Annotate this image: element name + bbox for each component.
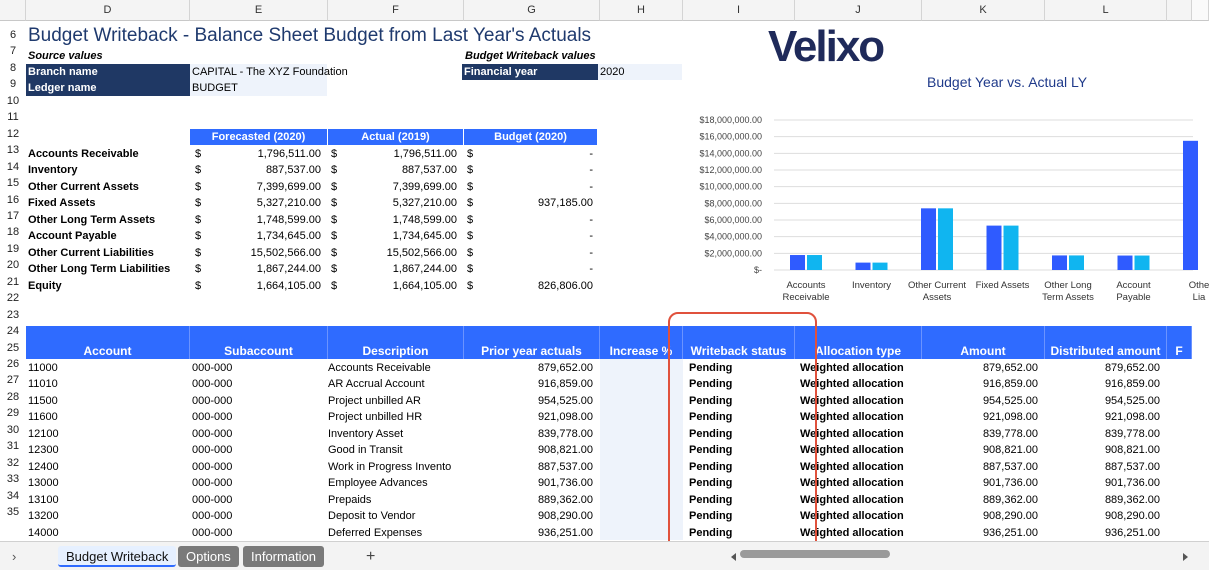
x-category-label: Othe [1188,280,1209,291]
row-header[interactable]: 16 [0,192,26,208]
financial-year-value[interactable]: 2020 [598,64,682,80]
subaccount-cell[interactable]: 000-000 [192,362,233,374]
budget-value[interactable]: - [589,246,593,259]
budget-value[interactable]: - [589,230,593,243]
amount-cell[interactable]: 954,525.00 [982,394,1038,407]
x-category-label: Other Current [907,280,967,291]
distributed-amount-cell[interactable]: 879,652.00 [1104,362,1160,374]
amount-cell[interactable]: 908,290.00 [982,510,1038,523]
distributed-amount-cell[interactable]: 921,098.00 [1104,411,1160,424]
x-category-label: Term Assets [1042,292,1094,303]
prior-year-cell[interactable]: 916,859.00 [537,378,593,391]
ledger-name-label[interactable]: Ledger name [26,80,190,96]
currency-symbol[interactable]: $ [467,279,474,292]
table-row[interactable] [26,409,1192,425]
allocation-type-cell[interactable]: Weighted allocation [800,411,904,424]
allocation-type-cell[interactable]: Weighted allocation [800,460,904,473]
column-header[interactable]: G [464,0,600,21]
summary-row-label[interactable]: Other Current Liabilities [28,246,154,259]
row-header[interactable]: 17 [0,208,26,224]
row-header[interactable]: 25 [0,340,26,356]
actual-value[interactable]: 5,327,210.00 [392,197,457,210]
writeback-status-cell[interactable]: Pending [689,378,733,391]
account-cell[interactable]: 12300 [28,444,59,457]
column-header[interactable]: I [683,0,795,21]
table-column-header[interactable]: Description [328,326,464,359]
chart-bar[interactable] [856,263,871,270]
prior-year-cell[interactable]: 887,537.00 [537,460,593,473]
writeback-status-cell[interactable]: Pending [689,526,733,539]
amount-cell[interactable]: 936,251.00 [982,526,1038,539]
description-cell[interactable]: Work in Progress Invento [328,460,452,473]
distributed-amount-cell[interactable]: 839,778.00 [1104,427,1160,440]
table-column-header[interactable]: Account [26,326,190,359]
description-cell[interactable]: Deferred Expenses [328,526,423,539]
row-header[interactable]: 14 [0,159,26,175]
writeback-status-cell[interactable]: Pending [689,362,733,374]
y-tick-label: $- [753,265,762,275]
currency-symbol[interactable]: $ [331,279,338,292]
row-header[interactable]: 18 [0,224,26,240]
y-tick-label: $8,000,000.00 [704,198,762,209]
budget-value[interactable]: - [589,263,593,276]
y-tick-label: $14,000,000.00 [699,148,762,159]
column-header[interactable]: L [1045,0,1167,21]
account-cell[interactable]: 13000 [28,477,59,490]
row-header[interactable]: 27 [0,372,26,388]
amount-cell[interactable]: 901,736.00 [982,477,1038,490]
prior-year-cell[interactable]: 901,736.00 [537,477,593,490]
account-cell[interactable]: 11500 [28,394,58,407]
description-cell[interactable]: Prepaids [328,493,372,506]
budget-value[interactable]: - [589,213,593,226]
description-cell[interactable]: Deposit to Vendor [328,510,416,523]
row-header[interactable]: 29 [0,405,26,421]
table-row[interactable] [26,393,1192,409]
currency-symbol[interactable]: $ [467,246,474,259]
writeback-status-cell[interactable]: Pending [689,444,733,457]
chart-bar[interactable] [987,226,1002,270]
account-cell[interactable]: 13200 [28,510,59,523]
summary-row-label[interactable]: Inventory [28,164,78,177]
scroll-left-icon[interactable] [731,553,736,561]
prior-year-cell[interactable]: 921,098.00 [537,411,593,424]
actual-value[interactable]: 1,748,599.00 [392,213,457,226]
distributed-amount-cell[interactable]: 908,290.00 [1104,510,1160,523]
select-all-corner[interactable] [0,0,26,21]
y-tick-label: $6,000,000.00 [704,215,762,225]
chart-bar[interactable] [1135,256,1150,270]
prior-year-cell[interactable]: 889,362.00 [537,493,593,506]
writeback-values-label[interactable]: Budget Writeback values [465,50,596,62]
writeback-status-cell[interactable]: Pending [689,394,733,407]
distributed-amount-cell[interactable]: 887,537.00 [1104,460,1160,473]
column-header[interactable]: F [328,0,464,21]
allocation-type-cell[interactable]: Weighted allocation [800,526,904,539]
distributed-amount-cell[interactable]: 908,821.00 [1104,444,1160,457]
subaccount-cell[interactable]: 000-000 [192,526,233,539]
actual-value[interactable]: 7,399,699.00 [392,180,457,193]
forecast-value[interactable]: 1,796,511.00 [257,148,321,160]
add-sheet-button[interactable]: + [366,548,376,565]
chart-bar[interactable] [807,255,822,270]
summary-column-header[interactable]: Forecasted (2020) [190,129,328,145]
forecast-value[interactable]: 887,537.00 [265,164,321,177]
chart-bar[interactable] [1052,255,1067,270]
amount-cell[interactable]: 908,821.00 [982,444,1038,457]
allocation-type-cell[interactable]: Weighted allocation [800,493,904,506]
ledger-name-value[interactable]: BUDGET [190,80,327,96]
writeback-status-cell[interactable]: Pending [689,411,733,424]
column-header[interactable]: H [600,0,683,21]
row-header[interactable]: 28 [0,389,26,405]
currency-symbol[interactable]: $ [195,246,202,259]
currency-symbol[interactable]: $ [331,197,338,210]
table-row[interactable] [26,459,1192,475]
sheet-title[interactable]: Budget Writeback - Balance Sheet Budget from Last Year's Actuals [28,25,592,46]
subaccount-cell[interactable]: 000-000 [192,510,233,523]
x-category-label: Payable [1116,292,1151,303]
allocation-type-cell[interactable]: Weighted allocation [800,510,904,523]
row-header[interactable]: 12 [0,126,26,142]
budget-value[interactable]: - [589,148,593,160]
subaccount-cell[interactable]: 000-000 [192,493,233,506]
writeback-status-cell[interactable]: Pending [689,493,733,506]
description-cell[interactable]: Project unbilled HR [328,411,423,424]
tab-scroll-prev-icon[interactable]: › [12,549,17,564]
table-row[interactable] [26,492,1192,508]
account-cell[interactable]: 11010 [28,378,58,391]
tab-budget-writeback[interactable]: Budget Writeback [58,546,176,567]
scroll-right-icon[interactable] [1183,553,1188,561]
branch-name-value[interactable]: CAPITAL - The XYZ Foundation [192,66,348,78]
chart-bar[interactable] [873,263,888,270]
x-category-label: Fixed Assets [975,280,1030,291]
currency-symbol[interactable]: $ [195,279,202,292]
prior-year-cell[interactable]: 954,525.00 [537,394,593,407]
table-column-header[interactable]: F [1167,326,1192,359]
y-tick-label: $16,000,000.00 [699,131,762,142]
summary-row-label[interactable]: Fixed Assets [28,197,96,210]
forecast-value[interactable]: 7,399,699.00 [256,180,321,193]
column-header[interactable]: J [795,0,922,21]
x-category-label: Other Long [1044,280,1092,291]
forecast-value[interactable]: 5,327,210.00 [256,197,321,210]
row-header[interactable]: 13 [0,142,26,158]
chart-bar[interactable] [790,255,805,270]
writeback-status-cell[interactable]: Pending [689,460,733,473]
forecast-value[interactable]: 1,734,645.00 [256,230,321,243]
distributed-amount-cell[interactable]: 936,251.00 [1104,526,1160,539]
table-row[interactable] [26,508,1192,524]
row-header[interactable]: 9 [0,76,26,92]
writeback-status-highlight [668,312,817,558]
subaccount-cell[interactable]: 000-000 [192,460,233,473]
row-header[interactable]: 11 [0,109,26,125]
currency-symbol[interactable]: $ [331,180,338,193]
allocation-type-cell[interactable]: Weighted allocation [800,427,904,440]
currency-symbol[interactable]: $ [195,213,202,226]
prior-year-cell[interactable]: 908,290.00 [537,510,593,523]
row-header[interactable]: 26 [0,356,26,372]
currency-symbol[interactable]: $ [467,164,474,177]
x-category-label: Inventory [851,280,892,291]
account-cell[interactable]: 12400 [28,460,59,473]
account-cell[interactable]: 12100 [28,427,59,440]
chart-bar[interactable] [1069,255,1084,270]
currency-symbol[interactable]: $ [467,197,474,210]
actual-value[interactable]: 887,537.00 [401,164,457,177]
sheet-tab-bar [0,541,1209,570]
writeback-status-cell[interactable]: Pending [689,427,733,440]
row-header[interactable]: 23 [0,307,26,323]
budget-value[interactable]: 826,806.00 [537,279,593,292]
table-column-header[interactable]: Amount [922,326,1045,359]
currency-symbol[interactable]: $ [467,230,474,243]
column-header[interactable]: K [922,0,1045,21]
subaccount-cell[interactable]: 000-000 [192,477,233,490]
description-cell[interactable]: AR Accrual Account [328,378,425,391]
account-cell[interactable]: 13100 [28,493,59,506]
subaccount-cell[interactable]: 000-000 [192,444,233,457]
row-header[interactable]: 6 [0,27,26,43]
allocation-type-cell[interactable]: Weighted allocation [800,394,904,407]
description-cell[interactable]: Good in Transit [328,444,403,457]
velixo-logo: Velixo [768,22,884,71]
table-column-header[interactable]: Subaccount [190,326,328,359]
writeback-status-cell[interactable]: Pending [689,477,733,490]
forecast-value[interactable]: 1,664,105.00 [256,279,321,292]
currency-symbol[interactable]: $ [331,164,338,177]
budget-value[interactable]: 937,185.00 [537,197,593,210]
forecast-value[interactable]: 15,502,566.00 [250,246,321,259]
account-cell[interactable]: 14000 [28,526,59,539]
x-category-label: Lia [1192,292,1206,303]
currency-symbol[interactable]: $ [467,180,474,193]
amount-cell[interactable]: 879,652.00 [982,362,1038,374]
currency-symbol[interactable]: $ [195,164,202,177]
currency-symbol[interactable]: $ [331,263,338,276]
actual-value[interactable]: 15,502,566.00 [386,246,457,259]
row-header[interactable]: 22 [0,290,26,306]
vertical-scrollbar[interactable] [1192,0,1209,21]
prior-year-cell[interactable]: 908,821.00 [537,444,593,457]
table-row[interactable] [26,475,1192,491]
currency-symbol[interactable]: $ [467,213,474,226]
row-header[interactable]: 30 [0,422,26,438]
summary-row-label[interactable]: Equity [28,279,62,292]
column-header[interactable]: D [26,0,190,21]
subaccount-cell[interactable]: 000-000 [192,394,233,407]
currency-symbol[interactable]: $ [331,213,338,226]
x-category-label: Assets [922,292,952,303]
description-cell[interactable]: Accounts Receivable [328,362,431,374]
row-header[interactable]: 20 [0,257,26,273]
row-header[interactable]: 7 [0,43,26,59]
row-header[interactable]: 19 [0,241,26,257]
distributed-amount-cell[interactable]: 916,859.00 [1104,378,1160,391]
summary-row-label[interactable]: Other Current Assets [28,180,139,193]
currency-symbol[interactable]: $ [195,263,202,276]
budget-value[interactable]: - [589,180,593,193]
prior-year-cell[interactable]: 839,778.00 [537,427,593,440]
description-cell[interactable]: Employee Advances [328,477,428,490]
allocation-type-cell[interactable]: Weighted allocation [800,477,904,490]
chart-bar[interactable] [938,208,953,270]
currency-symbol[interactable]: $ [331,230,338,243]
distributed-amount-cell[interactable]: 901,736.00 [1104,477,1160,490]
summary-row-label[interactable]: Other Long Term Assets [28,213,156,226]
x-category-label: Account [1116,280,1151,291]
actual-value[interactable]: 1,796,511.00 [393,148,457,160]
table-column-header[interactable]: Writeback status [683,326,795,359]
actual-value[interactable]: 1,664,105.00 [392,279,457,292]
description-cell[interactable]: Project unbilled AR [328,394,421,407]
distributed-amount-cell[interactable]: 889,362.00 [1104,493,1160,506]
financial-year-label[interactable]: Financial year [462,64,598,80]
table-row[interactable] [26,376,1192,392]
x-category-label: Accounts [786,280,826,291]
chart-title: Budget Year vs. Actual LY [927,74,1088,90]
table-column-header[interactable]: Distributed amount [1045,326,1167,359]
currency-symbol[interactable]: $ [467,263,474,276]
amount-cell[interactable]: 889,362.00 [982,493,1038,506]
allocation-type-cell[interactable]: Weighted allocation [800,362,904,374]
chart-bar[interactable] [921,208,936,270]
allocation-type-cell[interactable]: Weighted allocation [800,378,904,391]
column-header[interactable] [1167,0,1192,21]
source-values-label[interactable]: Source values [28,50,103,62]
allocation-type-cell[interactable]: Weighted allocation [800,444,904,457]
table-column-header[interactable]: Prior year actuals [464,326,600,359]
summary-row-label[interactable]: Account Payable [28,230,117,243]
description-cell[interactable]: Inventory Asset [328,427,404,440]
x-category-label: Receivable [782,292,830,303]
y-tick-label: $2,000,000.00 [704,248,762,259]
writeback-status-cell[interactable]: Pending [689,510,733,523]
summary-row-label[interactable]: Other Long Term Liabilities [28,263,171,276]
forecast-value[interactable]: 1,748,599.00 [256,213,321,226]
subaccount-cell[interactable]: 000-000 [192,427,233,440]
y-tick-label: $18,000,000.00 [699,115,762,125]
amount-cell[interactable]: 839,778.00 [982,427,1038,440]
summary-column-header[interactable]: Budget (2020) [464,129,598,145]
y-tick-label: $4,000,000.00 [704,231,762,242]
row-header[interactable]: 15 [0,175,26,191]
tab-information[interactable]: Information [243,546,324,567]
table-column-header[interactable]: Increase % [600,326,683,359]
prior-year-cell[interactable]: 879,652.00 [537,362,593,374]
subaccount-cell[interactable]: 000-000 [192,378,233,391]
chart-bar[interactable] [1183,141,1198,270]
row-header[interactable]: 34 [0,488,26,504]
y-tick-label: $10,000,000.00 [699,181,762,192]
table-column-header[interactable]: Allocation type [795,326,922,359]
bar-chart[interactable] [688,108,1209,308]
row-header[interactable]: 24 [0,323,26,339]
summary-column-header[interactable]: Actual (2019) [328,129,464,145]
row-header[interactable]: 10 [0,93,26,109]
forecast-value[interactable]: 1,867,244.00 [256,263,321,276]
row-header[interactable]: 31 [0,438,26,454]
budget-value[interactable]: - [589,164,593,177]
table-row[interactable] [26,360,1192,376]
currency-symbol[interactable]: $ [195,230,202,243]
actual-value[interactable]: 1,867,244.00 [392,263,457,276]
distributed-amount-cell[interactable]: 954,525.00 [1104,394,1160,407]
subaccount-cell[interactable]: 000-000 [192,411,233,424]
row-header[interactable]: 32 [0,455,26,471]
account-cell[interactable]: 11600 [28,411,58,424]
column-header[interactable]: E [190,0,328,21]
y-tick-label: $12,000,000.00 [699,165,762,175]
branch-name-label[interactable]: Branch name [26,64,190,80]
row-header[interactable]: 21 [0,274,26,290]
actual-value[interactable]: 1,734,645.00 [392,230,457,243]
currency-symbol[interactable]: $ [195,197,202,210]
amount-cell[interactable]: 887,537.00 [982,460,1038,473]
chart-bar[interactable] [1004,226,1019,270]
table-row[interactable] [26,525,1192,541]
currency-symbol[interactable]: $ [195,148,202,160]
row-header[interactable]: 8 [0,60,26,76]
currency-symbol[interactable]: $ [331,148,338,160]
tab-options[interactable]: Options [178,546,239,567]
chart-bar[interactable] [1118,256,1133,270]
table-row[interactable] [26,442,1192,458]
row-header[interactable]: 35 [0,504,26,520]
table-row[interactable] [26,426,1192,442]
account-cell[interactable]: 11000 [28,362,58,374]
prior-year-cell[interactable]: 936,251.00 [537,526,593,539]
currency-symbol[interactable]: $ [467,148,474,160]
currency-symbol[interactable]: $ [195,180,202,193]
amount-cell[interactable]: 921,098.00 [982,411,1038,424]
currency-symbol[interactable]: $ [331,246,338,259]
horizontal-scrollbar[interactable] [740,550,890,558]
row-header[interactable]: 33 [0,471,26,487]
summary-row-label[interactable]: Accounts Receivable [28,148,139,160]
amount-cell[interactable]: 916,859.00 [982,378,1038,391]
